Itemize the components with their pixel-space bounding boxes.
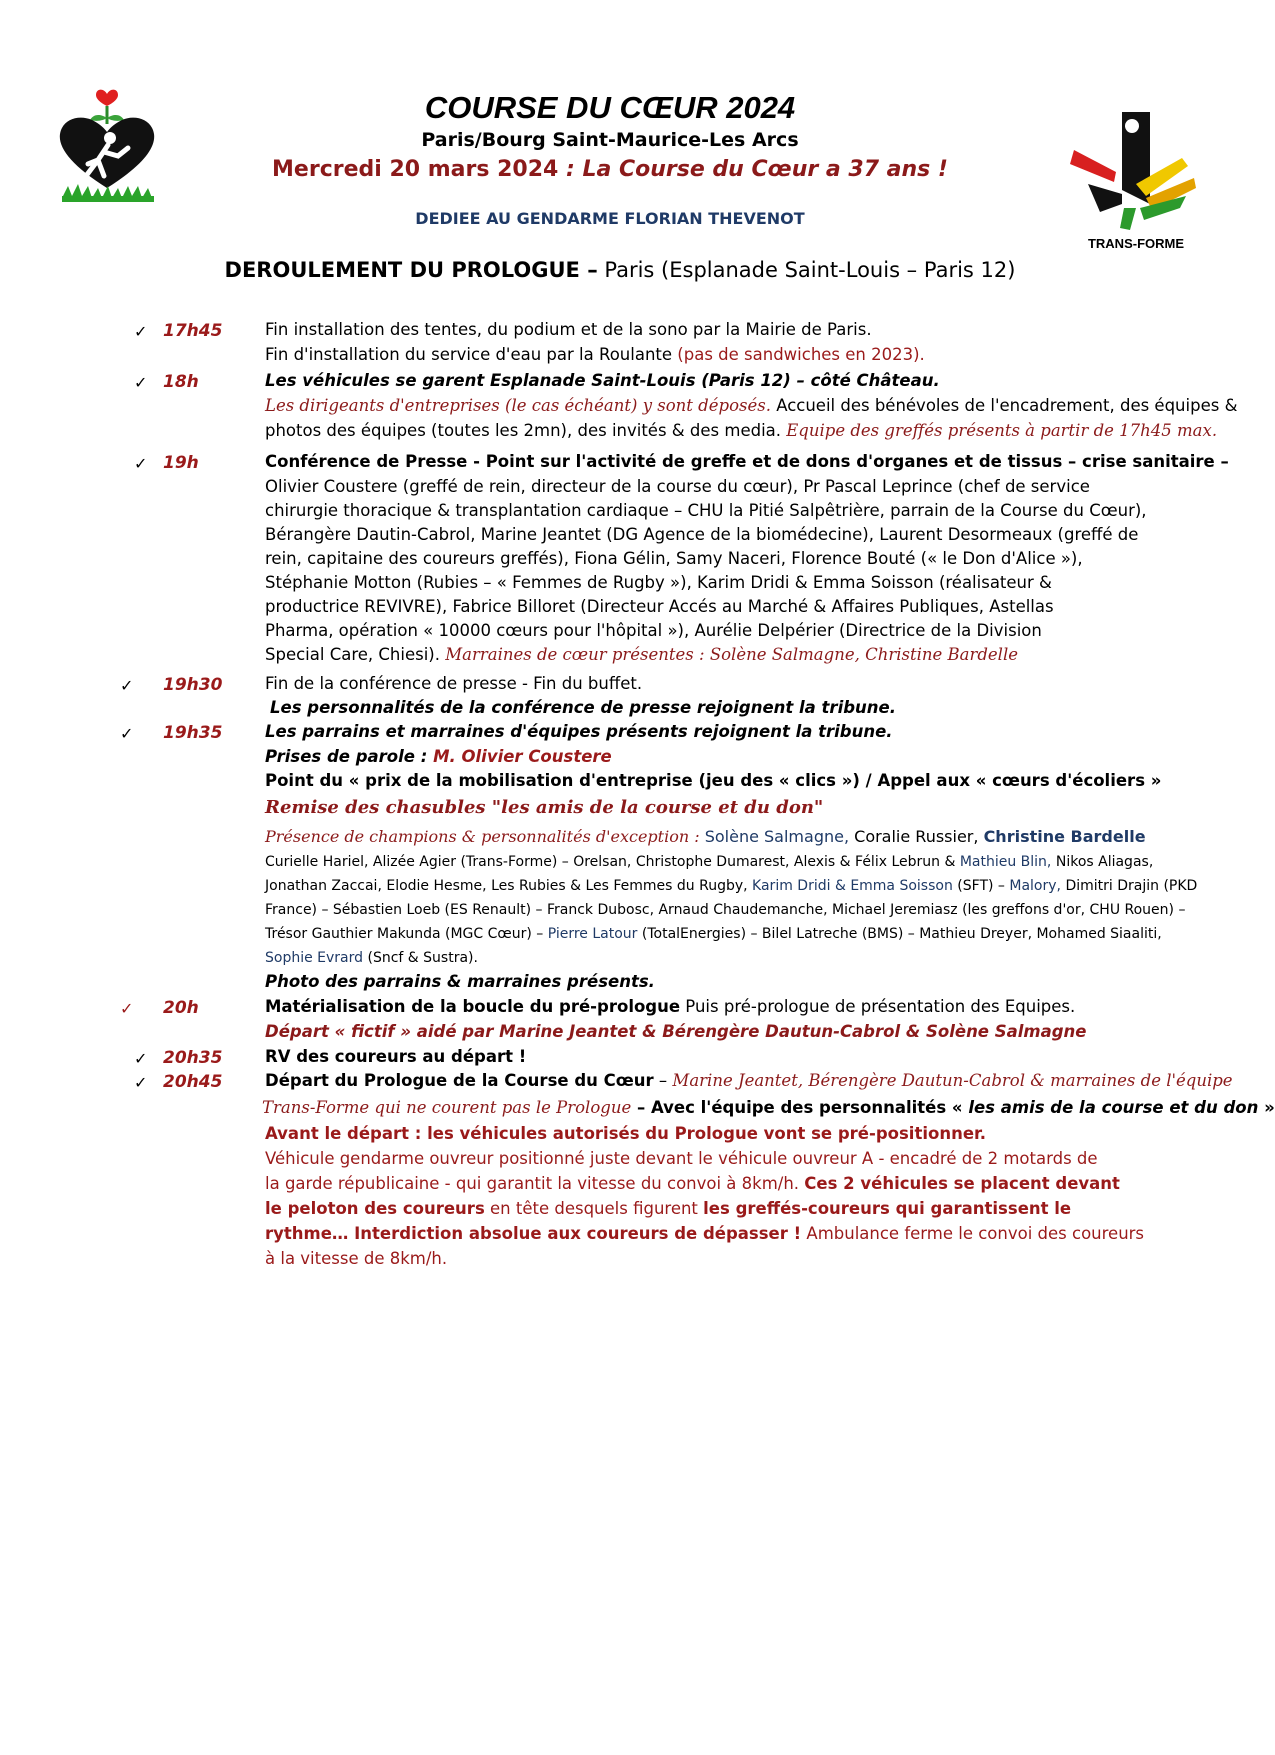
schedule-line: Fin d'installation du service d'eau par la Roulante (pas de sandwiches en 2023). <box>265 345 925 364</box>
schedule-line: Fin de la conférence de presse - Fin du buffet. <box>265 674 643 693</box>
schedule-line: Départ « fictif » aidé par Marine Jeantet & Bérengère Dautun-Cabrol & Solène Salmagne <box>265 1022 1087 1041</box>
trans-forme-logo-text: TRANS-FORME <box>1087 236 1185 251</box>
document-title: COURSE DU CŒUR 2024 <box>424 90 796 125</box>
time-19h35: 19h35 <box>163 723 223 743</box>
time-20h35: 20h35 <box>163 1048 223 1068</box>
schedule-line: Prises de parole : M. Olivier Coustere <box>265 747 612 766</box>
check-icon: ✓ <box>120 676 134 695</box>
schedule-line: rein, capitaine des coureurs greffés), Fiona Gélin, Samy Naceri, Florence Bouté (« le Don d'Alice »), <box>265 549 1083 568</box>
check-icon: ✓ <box>120 999 134 1018</box>
schedule-line: Les dirigeants d'entreprises (le cas échéant) y sont déposés. Accueil des bénévoles de l'encadrement, des équipes & <box>265 396 1238 415</box>
time-17h45: 17h45 <box>163 321 223 341</box>
schedule-line: Trans-Forme qui ne courent pas le Prologue – Avec l'équipe des personnalités « les amis de la course et du don » <box>262 1098 1275 1117</box>
schedule-line: Special Care, Chiesi). Marraines de cœur présentes : Solène Salmagne, Christine Bardelle <box>265 645 1018 664</box>
schedule-line: Point du « prix de la mobilisation d'entreprise (jeu des « clics ») / Appel aux « cœurs d'écoliers » <box>265 771 1162 790</box>
schedule-line: à la vitesse de 8km/h. <box>265 1249 448 1268</box>
schedule-line: Stéphanie Motton (Rubies – « Femmes de Rugby »), Karim Dridi & Emma Soisson (réalisateur & <box>265 573 1052 592</box>
schedule-line: chirurgie thoracique & transplantation cardiaque – CHU la Pitié Salpêtrière, parrain de la Course du Cœur), <box>265 501 1147 520</box>
check-icon: ✓ <box>134 1049 148 1068</box>
section-title: DEROULEMENT DU PROLOGUE – Paris (Esplanade Saint-Louis – Paris 12) <box>224 258 1016 282</box>
schedule-line: la garde républicaine - qui garantit la vitesse du convoi à 8km/h. Ces 2 véhicules se placent devant <box>265 1174 1120 1193</box>
check-icon: ✓ <box>134 322 148 341</box>
schedule-line: productrice REVIVRE), Fabrice Billoret (Directeur Accés au Marché & Affaires Publiques, Astellas <box>265 597 1054 616</box>
schedule-line: Sophie Evrard (Sncf & Sustra). <box>265 950 478 966</box>
schedule-line: photos des équipes (toutes les 2mn), des invités & des media. Equipe des greffés présents à partir de 17h45 max. <box>265 421 1218 440</box>
dedication: DEDIEE AU GENDARME FLORIAN THEVENOT <box>415 209 805 228</box>
schedule-line: Photo des parrains & marraines présents. <box>265 972 655 991</box>
schedule-line: Olivier Coustere (greffé de rein, directeur de la course du cœur), Pr Pascal Leprince (chef de service <box>265 477 1090 496</box>
time-18h: 18h <box>163 372 199 392</box>
check-icon: ✓ <box>120 724 134 743</box>
time-20h: 20h <box>163 998 199 1018</box>
schedule-line: Présence de champions & personnalités d'exception : Solène Salmagne, Coralie Russier, Christine Bardelle <box>265 827 1146 846</box>
schedule-line: Trésor Gauthier Makunda (MGC Cœur) – Pierre Latour (TotalEnergies) – Bilel Latreche (BMS) – Mathieu Dreyer, Mohamed Siaaliti, <box>265 926 1162 942</box>
course-du-coeur-logo <box>52 88 162 206</box>
schedule-line: Avant le départ : les véhicules autorisés du Prologue vont se pré-positionner. <box>265 1124 987 1143</box>
document-subtitle: Paris/Bourg Saint-Maurice-Les Arcs <box>421 129 799 151</box>
time-20h45: 20h45 <box>163 1072 223 1092</box>
check-icon: ✓ <box>134 1073 148 1092</box>
time-19h: 19h <box>163 453 199 473</box>
schedule-line: Matérialisation de la boucle du pré-prologue Puis pré-prologue de présentation des Equipes. <box>265 997 1076 1016</box>
schedule-line: Départ du Prologue de la Course du Cœur – Marine Jeantet, Bérengère Dautun-Cabrol & marraines de l'équipe <box>265 1071 1233 1090</box>
time-19h30: 19h30 <box>163 675 223 695</box>
schedule-line: Véhicule gendarme ouvreur positionné juste devant le véhicule ouvreur A - encadré de 2 motards de <box>265 1149 1098 1168</box>
schedule-line: Bérangère Dautin-Cabrol, Marine Jeantet (DG Agence de la biomédecine), Laurent Desormeaux (greffé de <box>265 525 1139 544</box>
schedule-line: Les véhicules se garent Esplanade Saint-Louis (Paris 12) – côté Château. <box>265 371 940 390</box>
schedule-line: Jonathan Zaccai, Elodie Hesme, Les Rubies & Les Femmes du Rugby, Karim Dridi & Emma Soisson (SFT) – Malory, Dimitri Drajin (PKD <box>265 878 1198 894</box>
schedule-line: Remise des chasubles "les amis de la course et du don" <box>265 797 824 818</box>
schedule-line: Fin installation des tentes, du podium et de la sono par la Mairie de Paris. <box>265 320 872 339</box>
schedule-line: Conférence de Presse - Point sur l'activité de greffe et de dons d'organes et de tissus – crise sanitaire – <box>265 452 1229 471</box>
schedule-line: France) – Sébastien Loeb (ES Renault) – Franck Dubosc, Arnaud Chaudemanche, Michael Jeremiasz (les greffons d'or, CHU Rouen) – <box>265 902 1186 918</box>
schedule-line: Curielle Hariel, Alizée Agier (Trans-Forme) – Orelsan, Christophe Dumarest, Alexis & Félix Lebrun & Mathieu Blin, Nikos Aliagas, <box>265 854 1154 870</box>
schedule-line: le peloton des coureurs en tête desquels figurent les greffés-coureurs qui garantissent le <box>265 1199 1072 1218</box>
schedule-line: rythme… Interdiction absolue aux coureurs de dépasser ! Ambulance ferme le convoi des coureurs <box>265 1224 1145 1243</box>
check-icon: ✓ <box>134 454 148 473</box>
schedule-line: Les parrains et marraines d'équipes présents rejoignent la tribune. <box>265 722 893 741</box>
schedule-line: Pharma, opération « 10000 cœurs pour l'hôpital »), Aurélie Delpérier (Directrice de la Division <box>265 621 1042 640</box>
check-icon: ✓ <box>134 373 148 392</box>
schedule-line: RV des coureurs au départ ! <box>265 1047 527 1066</box>
schedule-line: Les personnalités de la conférence de presse rejoignent la tribune. <box>270 698 896 717</box>
event-date-line: Mercredi 20 mars 2024 : La Course du Cœur a 37 ans ! <box>272 157 948 182</box>
